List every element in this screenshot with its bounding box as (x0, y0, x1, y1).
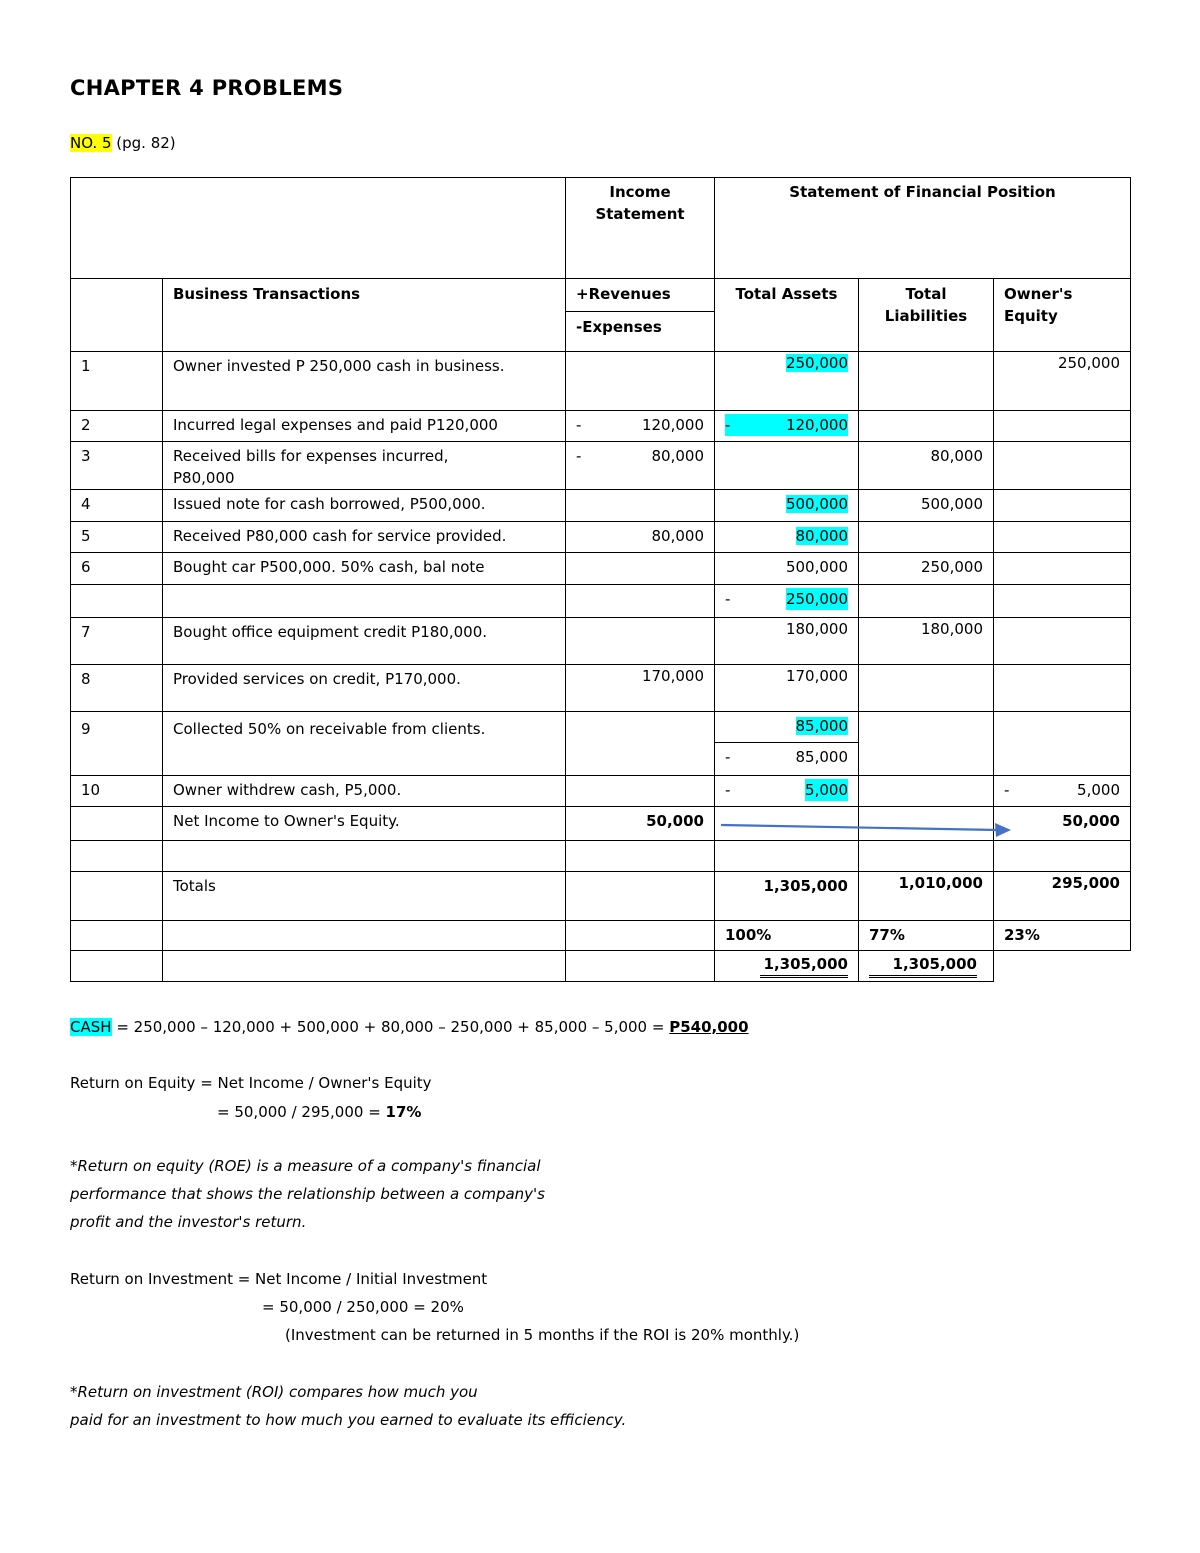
cash-label: CASH (70, 1018, 112, 1036)
table-row: Net Income to Owner's Equity. 50,000 50,000 (71, 807, 1131, 841)
header-revenues: +Revenues (566, 279, 715, 312)
roe-formula: Return on Equity = Net Income / Owner's Equity (70, 1074, 432, 1092)
header-total-assets: Total Assets (715, 279, 859, 352)
roi-note-2: paid for an investment to how much you earned to evaluate its efficiency. (70, 1411, 627, 1429)
table-row: 4 Issued note for cash borrowed, P500,000. 500,000 500,000 (71, 490, 1131, 522)
problem-ref (70, 134, 176, 152)
header-business-transactions: Business Transactions (163, 279, 566, 352)
header-financial-position: Statement of Financial Position (715, 178, 1131, 279)
problem-page: (pg. 82) (116, 134, 176, 152)
roi-formula: Return on Investment = Net Income / Initial Investment (70, 1270, 488, 1288)
cash-equation: CASH = 250,000 – 120,000 + 500,000 + 80,000 – 250,000 + 85,000 – 5,000 = P540,000 (70, 1018, 749, 1036)
table-row: 2 Incurred legal expenses and paid P120,000 - 120,000 - 120,000 (71, 411, 1131, 442)
header-owners-equity: Owner's Equity (994, 279, 1131, 352)
header-expenses: -Expenses (566, 312, 715, 352)
roi-explanation: (Investment can be returned in 5 months if the ROI is 20% monthly.) (285, 1326, 800, 1344)
header-total-liabilities: Total Liabilities (859, 279, 994, 352)
problem-label: NO. 5 (70, 134, 112, 152)
header-income-statement: Income Statement (566, 178, 715, 279)
table-row (71, 841, 1131, 872)
table-row: 3 Received bills for expenses incurred, P80,000 - 80,000 80,000 (71, 442, 1131, 490)
roe-note-1: *Return on equity (ROE) is a measure of a company's financial (70, 1157, 541, 1175)
table-row: Totals 1,305,000 1,010,000 295,000 (71, 872, 1131, 921)
roe-calc: = 50,000 / 295,000 = 17% (217, 1103, 422, 1121)
roe-note-2: performance that shows the relationship between a company's (70, 1185, 545, 1203)
transactions-table (70, 177, 1131, 982)
table-row: - 85,000 (71, 743, 1131, 776)
page-title: CHAPTER 4 PROBLEMS (70, 76, 344, 100)
table-row: 100% 77% 23% (71, 921, 1131, 951)
roi-note-1: *Return on investment (ROI) compares how much you (70, 1383, 478, 1401)
table-row: 9 Collected 50% on receivable from clients. 85,000 (71, 712, 1131, 743)
table-row: 6 Bought car P500,000. 50% cash, bal note 500,000 250,000 (71, 553, 1131, 585)
table-row: 8 Provided services on credit, P170,000. 170,000 170,000 (71, 665, 1131, 712)
table-row: 1 Owner invested P 250,000 cash in business. 250,000 250,000 (71, 352, 1131, 411)
cash-result: P540,000 (669, 1018, 749, 1036)
table-row: 1,305,000 1,305,000 (71, 951, 1131, 982)
table-row: 5 Received P80,000 cash for service provided. 80,000 80,000 (71, 522, 1131, 553)
roi-calc: = 50,000 / 250,000 = 20% (262, 1298, 464, 1316)
arrow-icon (715, 815, 1020, 845)
table-row: 10 Owner withdrew cash, P5,000. - 5,000 - 5,000 (71, 776, 1131, 807)
table-row: - 250,000 (71, 585, 1131, 618)
roe-note-3: profit and the investor's return. (70, 1213, 307, 1231)
table-row: 7 Bought office equipment credit P180,000. 180,000 180,000 (71, 618, 1131, 665)
